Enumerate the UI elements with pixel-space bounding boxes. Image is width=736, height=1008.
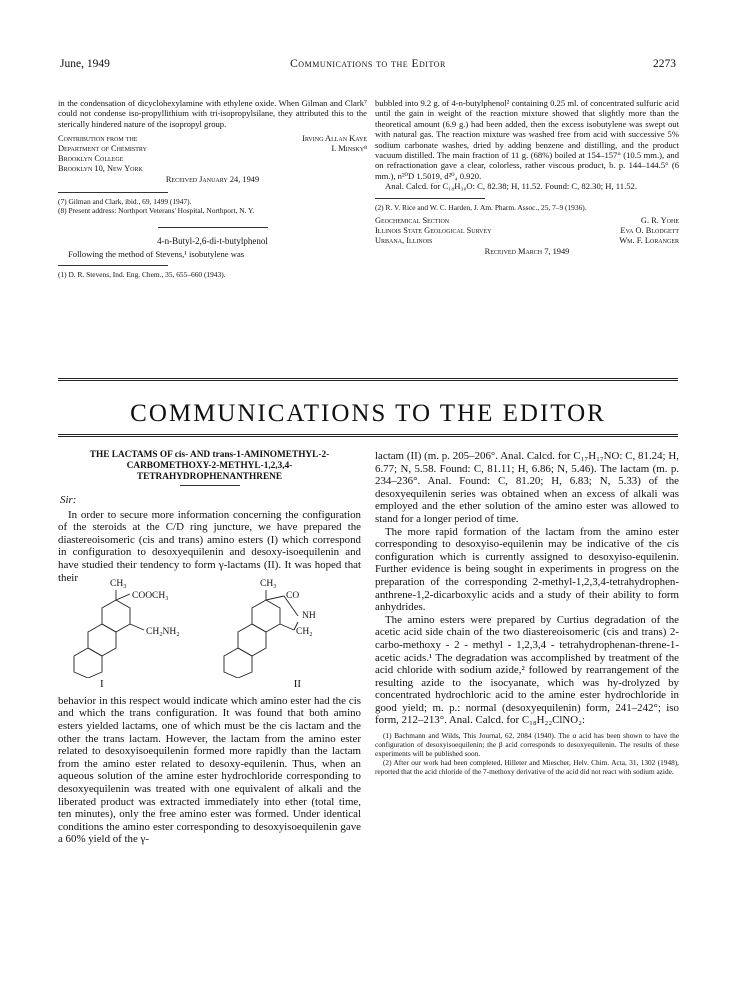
fig-label-ch3: CH₃	[110, 579, 127, 590]
top-left-paragraph: in the condensation of dicyclohexylamine with ethylene oxide. When Gilman and Clark⁷ could not condense iso-propyllithium with tri-isopropylsilane, they attributed this to the sterically hindered nature of the isopropyl group.	[58, 98, 367, 129]
author-name: I. Minsky⁸	[331, 144, 367, 154]
received-date: Received January 24, 1949	[165, 175, 260, 185]
affiliation-block-2	[375, 216, 679, 257]
affil-line: Department of Chemistry	[58, 144, 147, 154]
title-rule-top	[58, 378, 678, 379]
header-page-number: 2273	[653, 58, 676, 70]
paragraph: lactam (II) (m. p. 205–206°. Anal. Calcd. for C₁₇H₁₇NO: C, 81.24; H, 6.77; N, 5.58. Found: C, 81.11; H, 6.86; N, 5.46). The lactam (m. p. 234–236°. Anal. Found: C, 81.20; H, 6.83; N, 5.33) of the desoxyequilenin series was obtained when an excess of alkali was employed and the ether solution of the amino ester was allowed to stand for a longer period of time.	[375, 450, 679, 525]
footnote-rule	[58, 192, 168, 193]
article-title: 4-n-Butyl-2,6-di-t-butylphenol	[157, 235, 268, 246]
author-name: G. R. Yohe	[640, 215, 679, 225]
title-rule-top-2	[58, 380, 678, 381]
fig-label-cooch3: COOCH₃	[132, 591, 169, 602]
author-name: Wm. F. Loranger	[619, 235, 679, 245]
paragraph: In order to secure more information concerning the configuration of the steroids at the C/D ring juncture, we have prepared the diastereoisomeric (cis and trans) amino esters (I) which correspond in configuration to desoxyequilenin and desoxy-isoequilenin and have studied their tendency to form γ-lactams (II). It was hoped that their	[58, 508, 361, 584]
lower-left-column	[58, 450, 361, 846]
salutation: Sir:	[60, 494, 77, 506]
header-date: June, 1949	[60, 58, 110, 70]
page-header	[60, 58, 676, 78]
main-title: COMMUNICATIONS TO THE EDITOR	[130, 400, 606, 427]
top-right-column	[375, 98, 679, 257]
title-rule-bottom	[58, 434, 678, 435]
affil-line: Urbana, Illinois	[375, 235, 433, 245]
header-section: Communications to the Editor	[290, 58, 446, 70]
structure-drawing	[58, 586, 361, 678]
communication-title: THE LACTAMS OF cis- AND trans-1-AMINOMETHYL-2-CARBOMETHOXY-2-METHYL-1,2,3,4-TETRAHYDROPHENANTHRENE	[89, 450, 330, 482]
analysis-text: Anal. Calcd. for C₁₈H₃₀O: C, 82.38; H, 11.52. Found: C, 82.30; H, 11.52.	[385, 181, 637, 192]
fig-label-ch3: CH₃	[260, 579, 277, 590]
top-left-column	[58, 98, 367, 279]
structure-figure	[58, 579, 361, 678]
footnote: (2) After our work had been completed, Hilleter and Miescher, Helv. Chim. Acta, 31, 1302 (1948), reported that the acid chloride of the 7-methoxy derivative of the acid did not react with sodium azide.	[375, 758, 679, 777]
footnote: (1) Bachmann and Wilds, This Journal, 62, 2084 (1940). The α acid has been shown to have the configuration of desoxyisoequilenin; the β acid corresponds to desoxyequilenin. The results of these experiments will be published soon.	[375, 731, 679, 759]
fig-label-nh: NH	[302, 611, 316, 622]
footnote: (1) D. R. Stevens, Ind. Eng. Chem., 35, 655–660 (1943).	[58, 270, 226, 280]
fig-label-ch2nh2: CH₂NH₂	[146, 627, 180, 638]
structure-label-I: I	[100, 678, 104, 691]
lower-right-column	[375, 450, 679, 776]
author-name: Irving Allan Kaye	[302, 134, 367, 144]
paragraph: The more rapid formation of the lactam from the amino ester corresponding to desoxyiso-equilenin may be indicative of the cis configuration which is currently assigned to desoxyiso-equilenin. Further evidence is being sought in experiments in progress on the preparation of the corresponding 2-methyl-1,2,3,4-tetrahydrophen-anthrene-1,2-dicarboxylic acids and a study of their ability to form anhydrides.	[375, 525, 679, 614]
affil-line: Brooklyn 10, New York	[58, 164, 143, 174]
fig-label-co: CO	[286, 591, 300, 602]
footnotes	[375, 731, 679, 776]
footnote: (2) R. V. Rice and W. C. Harden, J. Am. Pharm. Assoc., 25, 7–9 (1936).	[375, 202, 587, 212]
section-rule	[158, 227, 268, 228]
affil-line: Brooklyn College	[58, 154, 124, 164]
received-date: Received March 7, 1949	[484, 246, 570, 256]
article-text: Following the method of Stevens,¹ isobutylene was	[68, 249, 245, 260]
author-name: Eva O. Blodgett	[620, 225, 679, 235]
fig-label-ch2: CH₂	[296, 627, 313, 638]
paragraph: behavior in this respect would indicate which amino ester had the cis and which the trans configuration. It was found that both amino esters yielded lactams, one of which must be the cis lactam and the other the trans lactam. However, the lactam from the amino ester related to desoxyisoequilenin formed more rapidly than the lactam from the amino ester related to desoxy-equilenin. Thus, when an aqueous solution of the amine ester hydrochloride corresponding to desoxyequilenin was treated with one equivalent of alkali and the liberated product was extracted immediately into ether (total time, ten minutes), only the free amino ester was formed. Under identical conditions the amino ester corresponding to desoxyisoequilenin gave a 60% yield of the γ-	[58, 694, 361, 846]
affil-line: Contribution from the	[58, 134, 138, 144]
title-rule-bottom-2	[58, 436, 678, 437]
structure-label-II: II	[293, 678, 301, 691]
footnote: (7) Gilman and Clark, ibid., 69, 1499 (1947).	[58, 196, 192, 206]
footnote-rule	[58, 265, 168, 266]
figure-labels	[58, 678, 361, 691]
footnote: (8) Present address: Northport Veterans' Hospital, Northport, N. Y.	[58, 205, 255, 215]
top-right-paragraph: bubbled into 9.2 g. of 4-n-butylphenol² containing 0.25 ml. of concentrated sulfuric acid until the gain in weight of the reaction mixture showed that slightly more than the theoretical amount (6.9 g.) had been added, then the excess isobutylene was swept out with natural gas. The reaction mixture was washed free from acid with successive 5% sodium carbonate washes, dried by adding benzene and distilling, and the product vacuum distilled. The main fraction of 11 g. (68%) boiled at 154–157° (10.5 mm.), and on refractionation gave a clear, colorless, rather viscous product, b. p. 144–144.5° (6 mm.), n²⁰D 1.5019, d²⁰₄ 0.920.	[375, 98, 679, 181]
affiliation-block-1	[58, 134, 367, 185]
affil-line: Illinois State Geological Survey	[375, 225, 492, 235]
title-underline	[180, 485, 240, 486]
paragraph: The amino esters were prepared by Curtius degradation of the acetic acid side chain of the two diastereoisomeric (cis and trans) 2-carbo-methoxy - 2 - methyl - 1,2,3,4 - tetrahydrophenan-threne-1-acetic acids.¹ The degradation was accomplished by treatment of the acid chloride with sodium azide,² followed by rearrangement of the resulting azide to the isocyanate, which was hy-drolyzed by concentrated hydrochloric acid to the amine ester hydrochloride in good yield; m. p.: normal (desoxyequilenin) form, 241–242°; iso form, 212–213°. Anal. Calcd. for C₁₈H₂₂ClNO₂:	[375, 613, 679, 727]
affil-line: Geochemical Section	[375, 215, 450, 225]
footnote-rule	[375, 198, 485, 199]
